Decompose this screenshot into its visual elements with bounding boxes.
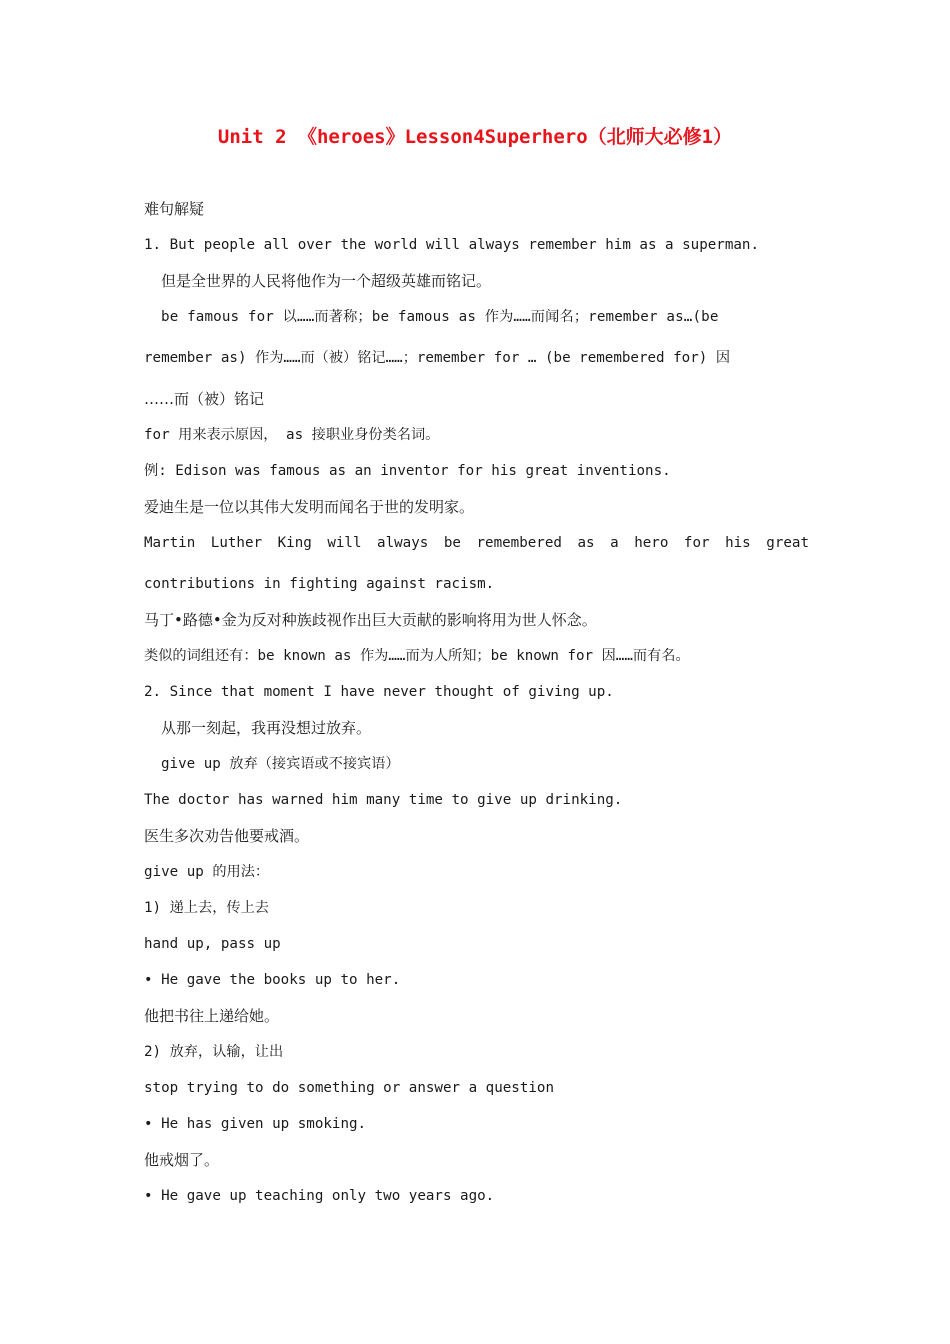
- give-up-usage-heading: give up 的用法：: [144, 864, 270, 880]
- example-sentence-1: 例: Edison was famous as an inventor for his great inventions.: [144, 463, 671, 479]
- give-up-definition: give up 放弃（接宾语或不接宾语）: [161, 756, 400, 772]
- sentence-2-english: 2. Since that moment I have never thought of giving up.: [144, 684, 614, 700]
- example-translation-2: 马丁•路德•金为反对种族歧视作出巨大贡献的影响将用为世人怀念。: [144, 611, 597, 629]
- usage-2-definition: stop trying to do something or answer a question: [144, 1080, 554, 1096]
- usage-1-synonyms: hand up, pass up: [144, 936, 281, 952]
- usage-2-example-1: • He has given up smoking.: [144, 1116, 367, 1132]
- usage-2-heading: 2) 放弃，认输，让出: [144, 1044, 284, 1060]
- sentence-1-translation: 但是全世界的人民将他作为一个超级英雄而铭记。: [161, 272, 492, 290]
- usage-note: for 用来表示原因， as 接职业身份类名词。: [144, 427, 440, 443]
- give-up-example-translation: 医生多次劝告他要戒酒。: [144, 827, 310, 845]
- section-heading: 难句解疑: [144, 200, 205, 218]
- phrase-note-line-2: remember as) 作为……而（被）铭记……；remember for … (be remembered for) 因: [144, 350, 731, 366]
- example-sentence-2-line-1: Martin Luther King will always be remembered as a hero for his great: [144, 535, 809, 551]
- give-up-example: The doctor has warned him many time to give up drinking.: [144, 792, 623, 808]
- document-title: Unit 2 《heroes》Lesson4Superhero（北师大必修1）: [217, 126, 733, 148]
- similar-phrases-note: 类似的词组还有：be known as 作为……而为人所知；be known for 因……而有名。: [144, 648, 690, 664]
- usage-2-example-2: • He gave up teaching only two years ago.: [144, 1188, 495, 1204]
- usage-1-example: • He gave the books up to her.: [144, 972, 401, 988]
- example-sentence-2-line-2: contributions in fighting against racism.: [144, 576, 495, 592]
- usage-1-translation: 他把书往上递给她。: [144, 1007, 280, 1025]
- usage-1-heading: 1) 递上去，传上去: [144, 900, 269, 916]
- phrase-note-line-3: ……而（被）铭记: [144, 390, 265, 408]
- phrase-note-line-1: be famous for 以……而著称；be famous as 作为……而闻名；remember as…(be: [161, 309, 719, 325]
- usage-2-translation-1: 他戒烟了。: [144, 1151, 220, 1169]
- sentence-1-english: 1. But people all over the world will always remember him as a superman.: [144, 237, 759, 253]
- example-translation-1: 爱迪生是一位以其伟大发明而闻名于世的发明家。: [144, 498, 475, 516]
- sentence-2-translation: 从那一刻起，我再没想过放弃。: [161, 719, 372, 737]
